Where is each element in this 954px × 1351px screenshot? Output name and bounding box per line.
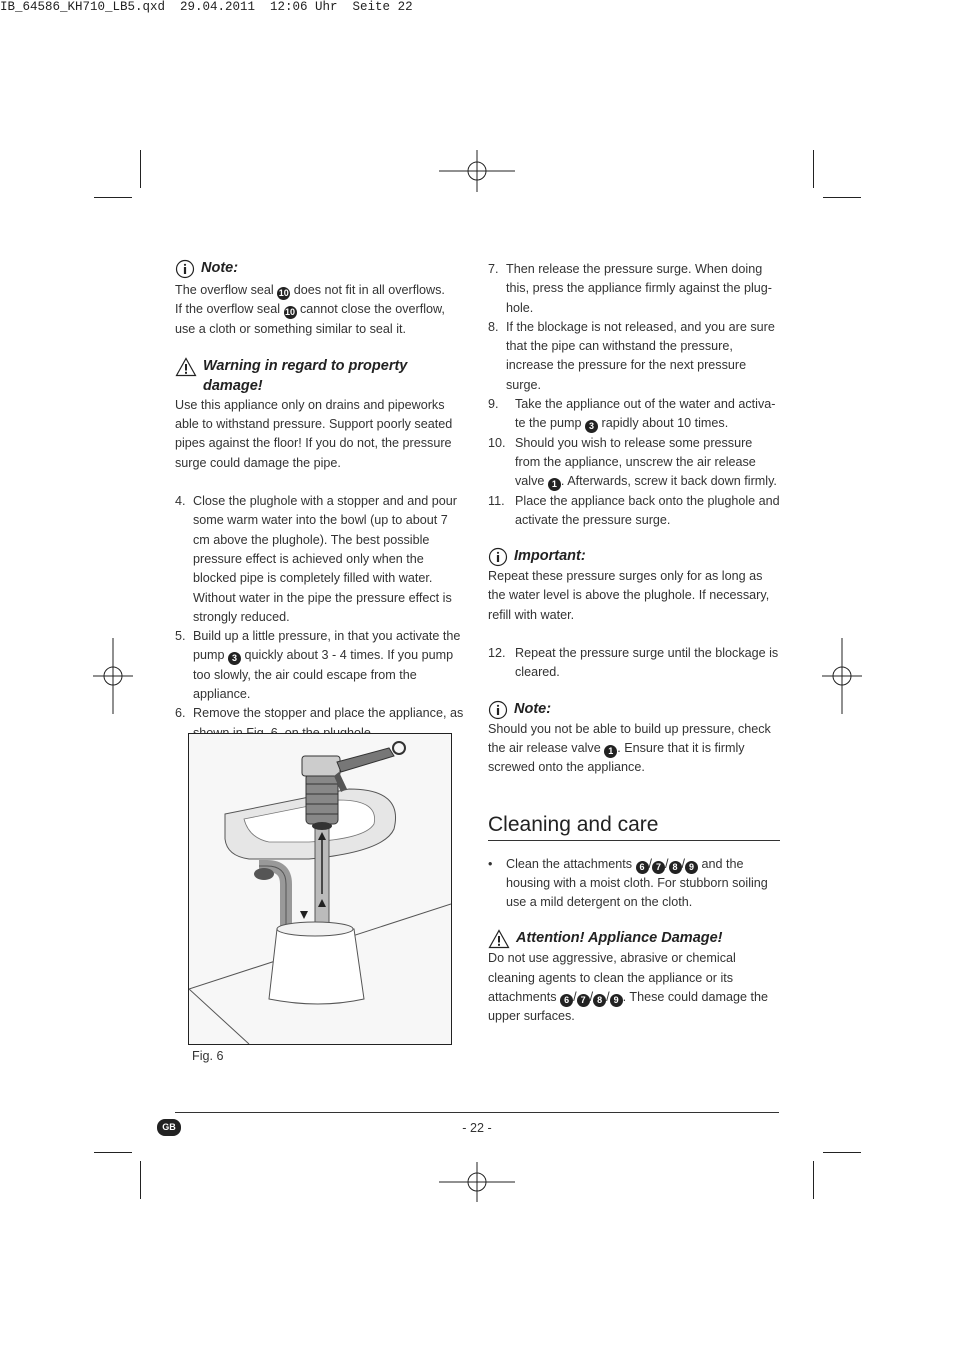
- steps-list-right-2: [488, 644, 780, 683]
- part-number-badge: 6: [636, 861, 649, 874]
- note2-title: Note:: [514, 700, 552, 717]
- crop-mark: [94, 197, 132, 198]
- text-run: . Afterwards, screw it back down firmly.: [560, 474, 777, 489]
- step-number: 11.: [488, 493, 505, 508]
- part-number-badge: 9: [685, 861, 698, 874]
- warning-triangle-icon: [175, 357, 197, 377]
- separator: /: [648, 856, 653, 871]
- text-run: Take the appliance out of the water and activa-te the pump: [515, 397, 776, 431]
- crop-mark: [813, 1161, 814, 1199]
- important-title: Important:: [514, 548, 586, 565]
- part-number-badge: 3: [585, 420, 598, 433]
- text-run: . Ensure that it is firmly screwed onto the appliance.: [488, 740, 745, 775]
- warning-triangle-icon: [488, 929, 510, 949]
- crop-mark: [140, 1161, 141, 1199]
- crop-mark: [823, 197, 861, 198]
- part-number-badge: 3: [228, 652, 241, 665]
- part-number-badge: 10: [284, 307, 295, 318]
- figure-caption: Fig. 6: [192, 1049, 224, 1063]
- language-badge: GB: [157, 1119, 181, 1136]
- crop-mark: [813, 150, 814, 188]
- page-number: - 22 -: [462, 1121, 492, 1135]
- figure-6: [188, 733, 452, 1045]
- bullet-item: [488, 855, 780, 913]
- part-number-badge: 10: [278, 288, 289, 298]
- text-run: If the overflow seal: [175, 302, 284, 317]
- separator: /: [681, 856, 686, 871]
- bullet-dot: •: [488, 856, 493, 871]
- text-run: cannot close the overflow,: [296, 302, 445, 317]
- separator: /: [606, 990, 610, 1005]
- registration-mark-bottom: [439, 1162, 515, 1202]
- text-run: Build up a little pressure, in that you activate the pump: [193, 629, 461, 663]
- step-number: 12.: [488, 646, 506, 661]
- step-text: Close the plughole with a stopper and and pour some warm water into the bowl (up to about 7 cm above the plughole). The best possible pressure effect is achieved only when the blocked pipe is completely filled with water. Without water in the pipe the pressure effect is strongly reduced.: [193, 494, 457, 624]
- warning-text: Use this appliance only on drains and pipeworks able to withstand pressure. Support poorly seated pipes against the floor! If you do not, the pressure surge could damage the pipe.: [175, 397, 453, 470]
- text-run: The overflow seal: [175, 283, 278, 297]
- step-number: 4.: [175, 494, 186, 509]
- list-item: [488, 434, 780, 492]
- step-text: If the blockage is not released, and you are sure that the pipe can withstand the pressure, increase the pressure for the next pressure surge.: [506, 319, 775, 392]
- list-item: [488, 644, 780, 683]
- note-heading: [175, 258, 467, 279]
- important-text: Repeat these pressure surges only for as long as the water level is above the plughole. If necessary, refill with water.: [488, 569, 770, 622]
- step-number: 8.: [488, 319, 499, 334]
- info-icon: [175, 259, 195, 279]
- text-run: use a cloth or something similar to seal it.: [175, 321, 406, 336]
- important-heading: [488, 546, 780, 567]
- info-icon: [488, 700, 508, 720]
- step-number: 6.: [175, 706, 186, 721]
- part-number-badge: 7: [577, 994, 590, 1007]
- list-item: [488, 395, 780, 434]
- step-text: Then release the pressure surge. When doing this, press the appliance firmly against the plug-hole.: [506, 262, 773, 315]
- part-number-badge: 6: [560, 994, 573, 1007]
- text-run: Clean the attachments: [506, 856, 636, 871]
- right-column: [488, 260, 780, 1027]
- part-number-badge: 1: [604, 745, 617, 758]
- steps-list-right: [488, 260, 780, 530]
- attention-text: [488, 949, 780, 1026]
- text-run: Should you not be able to build up pressure, check the air release valve: [488, 721, 771, 755]
- steps-list-left: [175, 492, 467, 743]
- warning-heading: [175, 356, 467, 396]
- step-text: Place the appliance back onto the plughole and activate the pressure surge.: [515, 493, 780, 527]
- text-run: quickly about 3 - 4 times. If you pump too slowly, the air could escape from the appliance.: [193, 648, 454, 702]
- registration-mark-left: [93, 638, 133, 714]
- step-number: 9.: [488, 397, 499, 412]
- footer-rule: [175, 1112, 779, 1113]
- text-run: . These could damage the upper surfaces.: [488, 990, 769, 1024]
- left-column: [175, 258, 467, 743]
- warning-title: Warning in regard to property damage!: [203, 357, 408, 394]
- list-item: [488, 260, 780, 318]
- note-text: [175, 281, 467, 339]
- attention-title: Attention! Appliance Damage!: [516, 930, 723, 947]
- separator: /: [573, 990, 577, 1005]
- note2-heading: [488, 699, 780, 720]
- bullet-text: [506, 855, 780, 913]
- text-run: Do not use aggressive, abrasive or chemical cleaning agents to clean the appliance or its attachments: [488, 951, 736, 1005]
- section-title: Cleaning and care: [488, 812, 780, 841]
- separator: /: [589, 990, 594, 1005]
- step-number: 7.: [488, 262, 499, 276]
- registration-mark-top: [439, 150, 515, 192]
- info-icon: [488, 547, 508, 567]
- note-title: Note:: [201, 260, 239, 276]
- step-text: Repeat the pressure surge until the blockage is cleared.: [515, 646, 779, 680]
- registration-mark-right: [822, 638, 862, 714]
- step-text: [193, 627, 467, 704]
- text-run: does not fit in all overflows.: [290, 283, 445, 297]
- list-item: [175, 627, 467, 704]
- step-number: 10.: [488, 435, 506, 450]
- text-run: Should you wish to release some pressure from the appliance, unscrew the air release valve: [515, 435, 756, 489]
- list-item: [488, 492, 780, 531]
- step-text: [515, 395, 780, 434]
- list-item: [488, 318, 780, 395]
- plunger-illustration: [189, 734, 451, 1044]
- separator: /: [665, 856, 669, 871]
- crop-mark: [94, 1152, 132, 1153]
- attention-heading: [488, 928, 780, 949]
- part-number-badge: 8: [593, 994, 606, 1007]
- text-run: rapidly about 10 times.: [598, 416, 729, 431]
- list-item: [175, 492, 467, 627]
- step-text: Remove the stopper and place the appliance, as: [193, 706, 464, 721]
- part-number-badge: 9: [610, 994, 623, 1007]
- part-number-badge: 8: [669, 861, 682, 874]
- print-slug: IB_64586_KH710_LB5.qxd 29.04.2011 12:06 Uhr Seite 22: [0, 0, 413, 14]
- step-text: [515, 434, 780, 492]
- crop-mark: [823, 1152, 861, 1153]
- step-number: 5.: [175, 629, 186, 644]
- crop-mark: [140, 150, 141, 188]
- text-run: and the housing with a moist cloth. For stubborn soiling use a mild detergent on the cloth.: [506, 856, 768, 910]
- note2-text: [488, 720, 780, 778]
- part-number-badge: 7: [652, 861, 665, 874]
- part-number-badge: 1: [548, 478, 561, 491]
